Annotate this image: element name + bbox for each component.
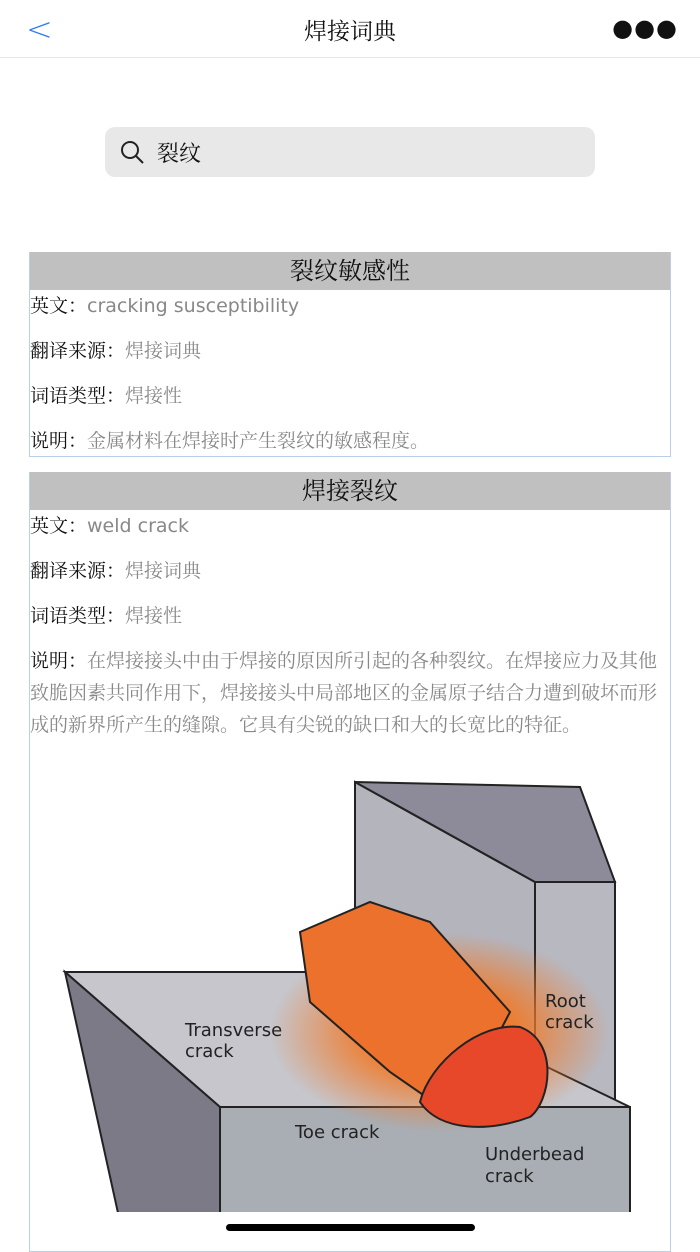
weld-crack-illustration bbox=[60, 772, 640, 1212]
label-transverse-2: crack bbox=[185, 1041, 234, 1062]
type-row bbox=[30, 380, 670, 425]
value: 焊接词典 bbox=[125, 340, 202, 362]
home-indicator bbox=[226, 1224, 475, 1231]
label-underbead-2: crack bbox=[485, 1166, 534, 1187]
label-root-2: crack bbox=[545, 1012, 594, 1033]
value: 金属材料在焊接时产生裂纹的敏感程度。 bbox=[87, 430, 430, 452]
label-toe: Toe crack bbox=[295, 1122, 380, 1143]
english-row bbox=[30, 290, 670, 335]
english-row bbox=[30, 510, 670, 555]
type-row bbox=[30, 600, 670, 645]
label: 英文： bbox=[30, 295, 88, 317]
value: 焊接词典 bbox=[125, 560, 202, 582]
label-underbead: Underbead bbox=[485, 1144, 585, 1165]
label: 说明： bbox=[30, 430, 88, 452]
entry-card[interactable] bbox=[29, 252, 671, 457]
label: 说明： bbox=[30, 650, 88, 672]
search-value: 裂纹 bbox=[157, 141, 202, 167]
label: 翻译来源： bbox=[30, 340, 126, 362]
value: 在焊接接头中由于焊接的原因所引起的各种裂纹。在焊接应力及其他致脆因素共同作用下，焊接接头中局部地区的金属原子结合力遭到破坏而形成的新界所产生的缝隙。它具有尖锐的缺口和大的长宽比的特征。 bbox=[30, 650, 658, 736]
label: 英文： bbox=[30, 515, 88, 537]
chevron-left-icon[interactable]: < bbox=[26, 10, 53, 48]
page-title: 焊接词典 bbox=[304, 19, 396, 45]
label: 词语类型： bbox=[30, 605, 126, 627]
desc-row bbox=[30, 425, 670, 470]
search-icon bbox=[119, 139, 145, 165]
entry-card[interactable] bbox=[29, 472, 671, 1252]
desc-row bbox=[30, 645, 670, 754]
label: 词语类型： bbox=[30, 385, 126, 407]
entry-title: 裂纹敏感性 bbox=[30, 252, 670, 290]
more-icon[interactable]: ●●● bbox=[612, 14, 678, 42]
value: 焊接性 bbox=[125, 605, 183, 627]
source-row bbox=[30, 555, 670, 600]
value: 焊接性 bbox=[125, 385, 183, 407]
value: weld crack bbox=[87, 515, 189, 537]
source-row bbox=[30, 335, 670, 380]
label-transverse: Transverse bbox=[185, 1020, 283, 1041]
value: cracking susceptibility bbox=[87, 295, 300, 317]
label-root: Root bbox=[545, 991, 586, 1012]
label: 翻译来源： bbox=[30, 560, 126, 582]
entry-title: 焊接裂纹 bbox=[30, 472, 670, 510]
nav-bar bbox=[0, 0, 700, 58]
search-input[interactable] bbox=[105, 127, 595, 177]
